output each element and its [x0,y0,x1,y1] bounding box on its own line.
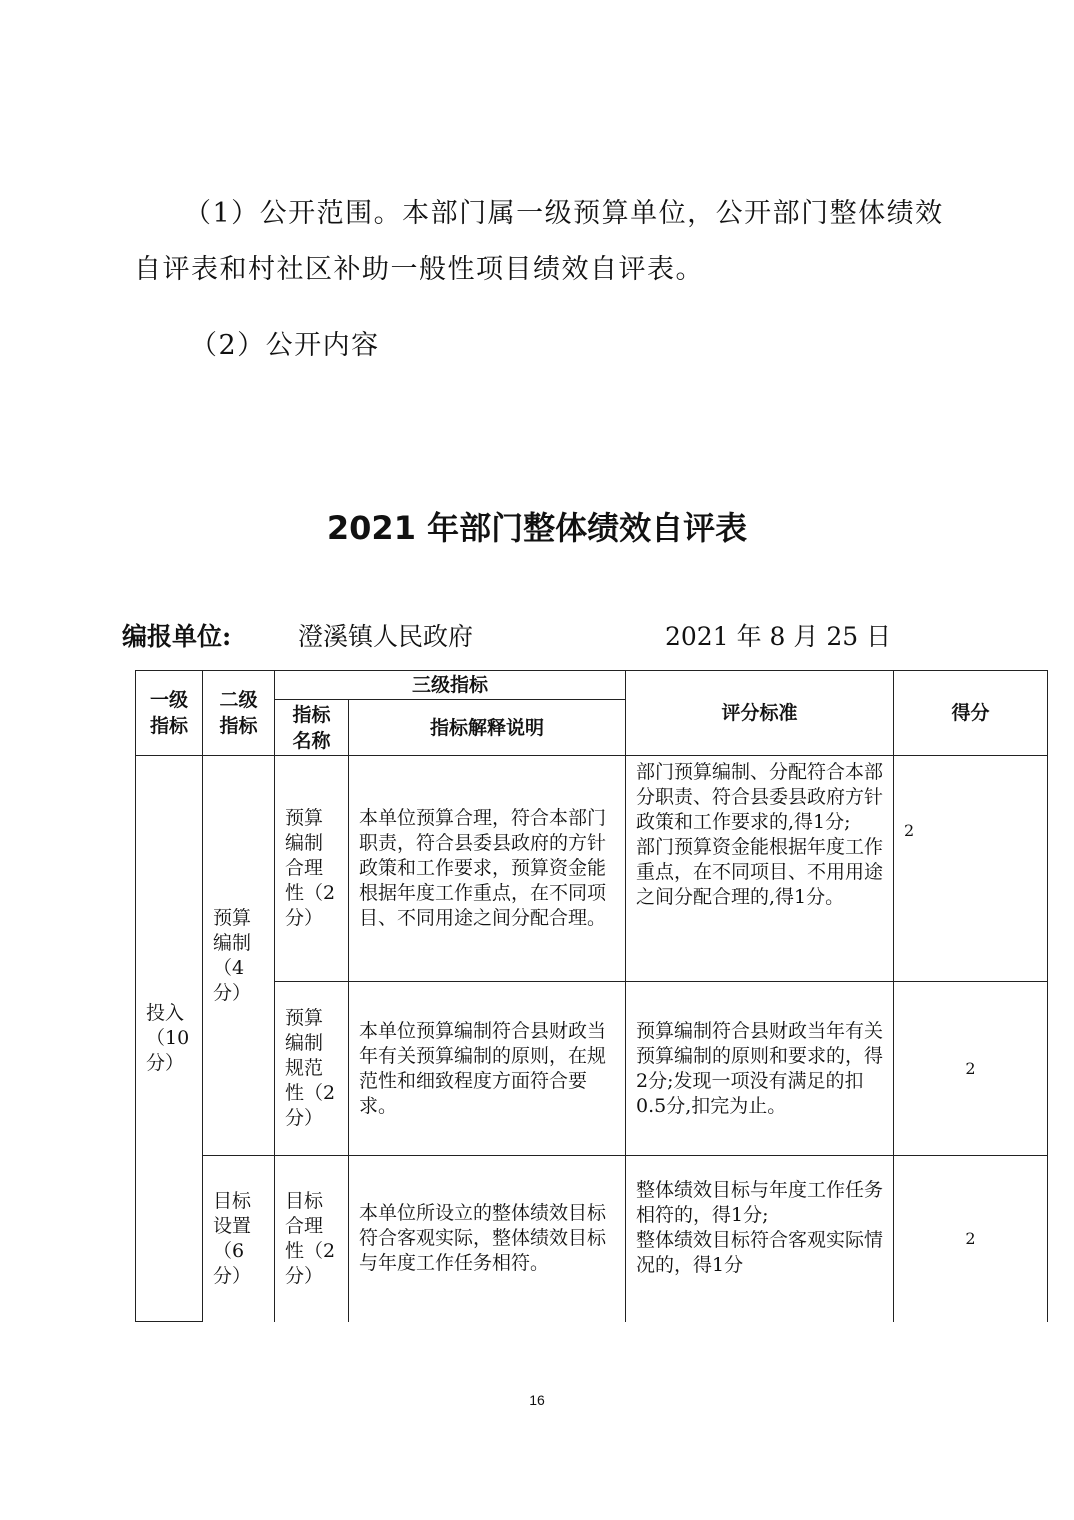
scoring-criteria: 部门预算编制、分配符合本部分职责、符合县委县政府方针政策和工作要求的,得1分; 部门预算资金能根据年度工作重点，在不同项目、不用用途之间分配合理的,得1分。 [626,756,894,982]
page-number: 16 [529,1392,545,1408]
header-level1: 一级指标 [136,671,203,756]
indicator-explanation: 本单位预算编制符合县财政当年有关预算编制的原则，在规范性和细致程度方面符合要求。 [349,982,626,1156]
evaluation-table [135,670,1048,1322]
score-value: 2 [894,982,1048,1156]
table-title: 2021 年部门整体绩效自评表 [326,509,748,547]
header-level2: 二级指标 [203,671,275,756]
reporting-unit-label: 编报单位: [122,622,232,651]
header-indicator-name: 指标名称 [275,700,349,756]
scoring-criteria: 预算编制符合县财政当年有关预算编制的原则和要求的，得2分;发现一项没有满足的扣0.5分,扣完为止。 [626,982,894,1156]
paragraph-line: （1）公开范围。本部门属一级预算单位，公开部门整体绩效 [184,198,944,229]
report-date: 2021 年 8 月 25 日 [665,622,892,651]
score-value: 2 [894,1156,1048,1322]
paragraph-disclosure-content: （2）公开内容 [190,330,380,361]
reporting-unit-value: 澄溪镇人民政府 [298,622,474,651]
score-value: 2 [894,756,1048,982]
indicator-name: 目标合理性（2分） [275,1156,349,1322]
paragraph-disclosure-scope [134,186,964,298]
header-score: 得分 [894,671,1048,756]
header-criteria: 评分标准 [626,671,894,756]
indicator-explanation: 本单位预算合理，符合本部门职责，符合县委县政府的方针政策和工作要求，预算资金能根据年度工作重点，在不同项目、不同用途之间分配合理。 [349,756,626,982]
scoring-criteria: 整体绩效目标与年度工作任务相符的，得1分; 整体绩效目标符合客观实际情况的，得1分 [626,1156,894,1322]
indicator-explanation: 本单位所设立的整体绩效目标符合客观实际，整体绩效目标与年度工作任务相符。 [349,1156,626,1322]
indicator-name: 预算编制合理性（2分） [275,756,349,982]
header-level3: 三级指标 [275,671,626,700]
level2-target: 目标设置（6分） [203,1156,275,1322]
level2-budget: 预算编制（4分） [203,756,275,1156]
header-indicator-explanation: 指标解释说明 [349,700,626,756]
indicator-name: 预算编制规范性（2分） [275,982,349,1156]
paragraph-line: 自评表和村社区补助一般性项目绩效自评表。 [134,254,704,285]
level1-input: 投入（10分） [136,756,203,1322]
